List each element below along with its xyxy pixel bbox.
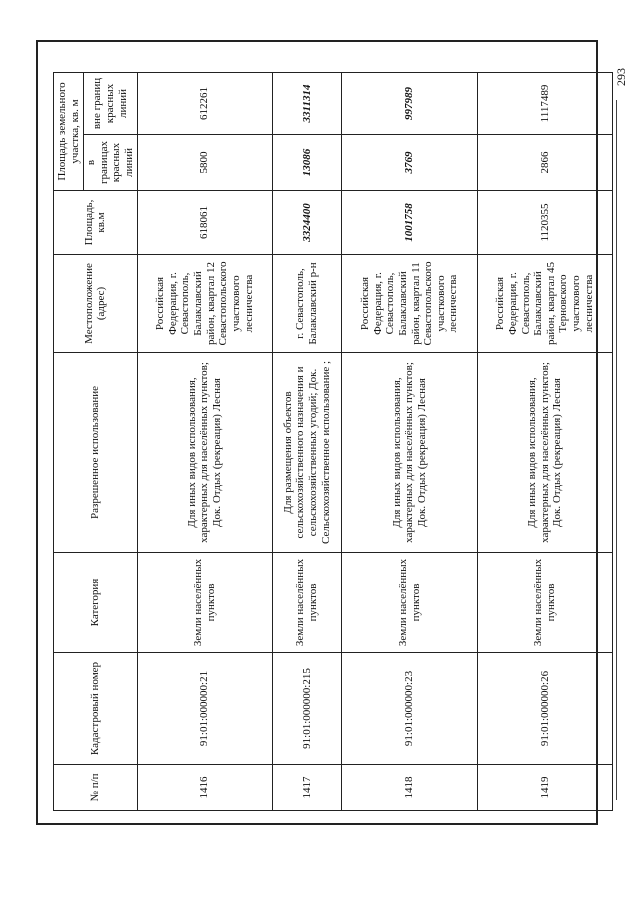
header-outside: вне границ красных линий — [84, 72, 138, 134]
cell-inside: 2866 — [477, 135, 612, 191]
cell-num: 1419 — [477, 765, 612, 811]
cell-outside: 612261 — [137, 72, 272, 134]
header-category: Категория — [54, 553, 138, 653]
header-num: № п/п — [54, 765, 138, 811]
cell-area: 618061 — [137, 191, 272, 255]
cell-area: 1120355 — [477, 191, 612, 255]
table-row — [137, 72, 272, 810]
cell-outside: 997989 — [342, 72, 477, 134]
cell-location: Российская Федерация, г. Севастополь, Балаклавский район, квартал 12 Севастопольского участкового лесничества — [137, 255, 272, 353]
cell-location: Российская Федерация, г. Севастополь, Балаклавский район, квартал 45 Терновского участкового лесничества — [477, 255, 612, 353]
header-location: Местоположение (адрес) — [54, 255, 138, 353]
cell-num: 1417 — [272, 765, 342, 811]
cell-cadastral: 91:01:000000:21 — [137, 653, 272, 765]
cell-location: г. Севастополь, Балаклавский р-н — [272, 255, 342, 353]
cell-inside: 3769 — [342, 135, 477, 191]
cell-usage: Для иных видов использования, характерных для населённых пунктов; Док. Отдых (рекреация) Лесная — [342, 353, 477, 553]
cell-category: Земли населённых пунктов — [137, 553, 272, 653]
header-parcel-area: Площадь земельного участка, кв. м — [54, 72, 84, 190]
table-row — [342, 72, 477, 810]
cell-usage: Для размещения объектов сельскохозяйственного назначения и сельскохозяйственных угодий; Док. Сельскохозяйственное использование ; — [272, 353, 342, 553]
cell-inside: 13086 — [272, 135, 342, 191]
cell-num: 1418 — [342, 765, 477, 811]
margin-rule — [616, 100, 617, 800]
header-inside: в границах красных линий — [84, 135, 138, 191]
cell-area: 1001758 — [342, 191, 477, 255]
header-area: Площадь, кв.м — [54, 191, 138, 255]
cell-outside: 3311314 — [272, 72, 342, 134]
table-row — [272, 72, 342, 810]
land-parcels-table — [53, 72, 613, 811]
cell-cadastral: 91:01:000000:26 — [477, 653, 612, 765]
cell-usage: Для иных видов использования, характерных для населённых пунктов; Док. Отдых (рекреация) Лесная — [477, 353, 612, 553]
cell-outside: 1117489 — [477, 72, 612, 134]
cell-num: 1416 — [137, 765, 272, 811]
table-row — [477, 72, 612, 810]
header-cadastral: Кадастровый номер — [54, 653, 138, 765]
cell-cadastral: 91:01:000000:215 — [272, 653, 342, 765]
cell-cadastral: 91:01:000000:23 — [342, 653, 477, 765]
cell-inside: 5800 — [137, 135, 272, 191]
cell-category: Земли населённых пунктов — [477, 553, 612, 653]
cell-location: Российская Федерация, г. Севастополь, Балаклавский район, квартал 11 Севастопольского участкового лесничества — [342, 255, 477, 353]
rotated-table-container — [53, 73, 613, 811]
cell-category: Земли населённых пунктов — [342, 553, 477, 653]
page-number: 293 — [614, 68, 628, 86]
cell-usage: Для иных видов использования, характерных для населённых пунктов; Док. Отдых (рекреация) Лесная — [137, 353, 272, 553]
cell-category: Земли населённых пунктов — [272, 553, 342, 653]
cell-area: 3324400 — [272, 191, 342, 255]
header-usage: Разрешенное использование — [54, 353, 138, 553]
